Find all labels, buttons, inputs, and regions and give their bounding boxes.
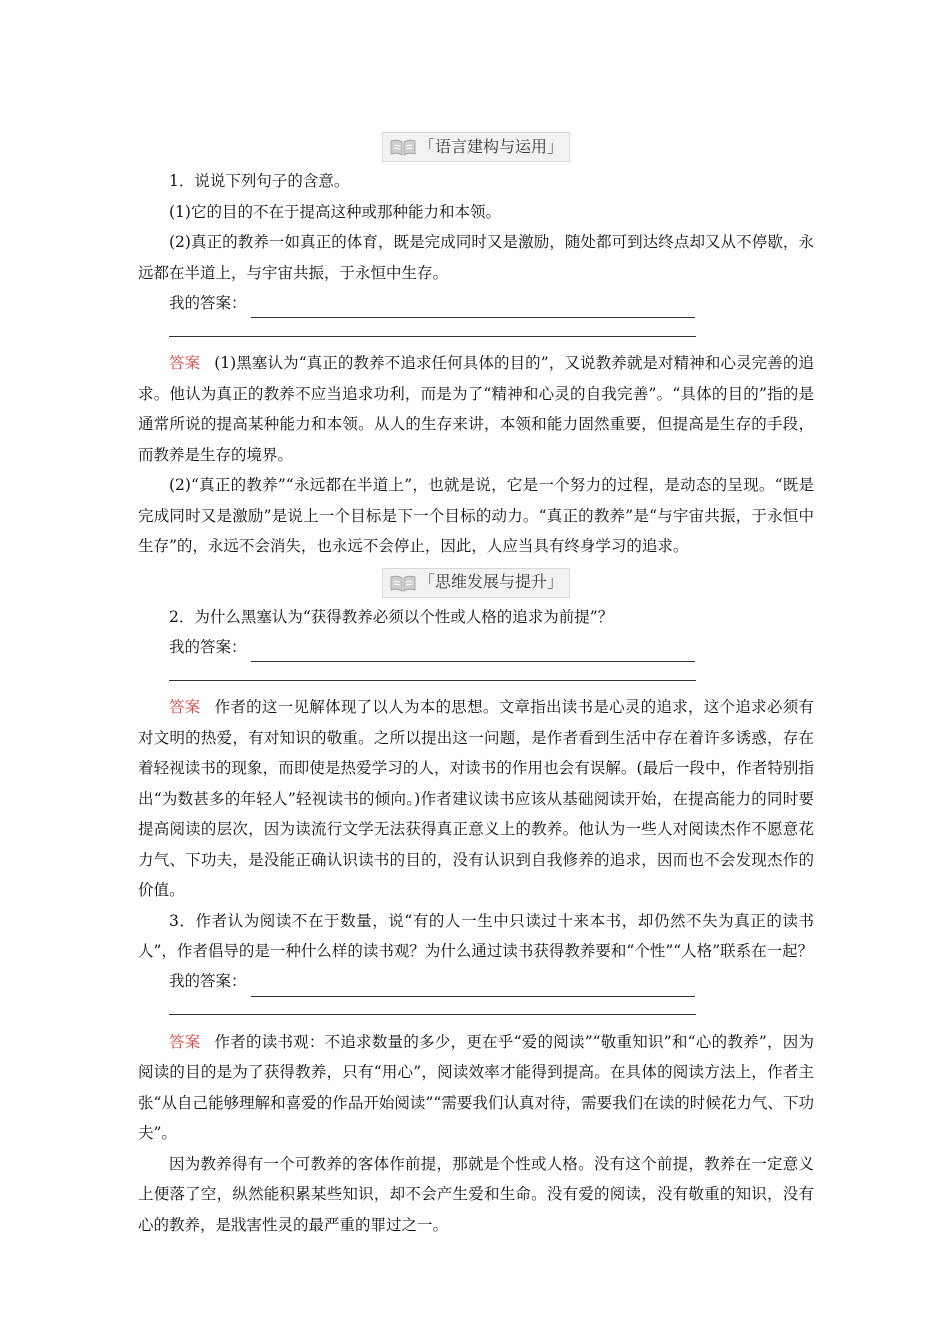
question-1-item-2: (2)真正的教养一如真正的体育，既是完成同时又是激励，随处都可到达终点却又从不停歇，永远都在半道上，与宇宙共振，于永恒中生存。 <box>138 233 814 282</box>
answer-line-2 <box>138 318 814 348</box>
section-title: 「思维发展与提升」 <box>418 572 563 592</box>
answer-blank[interactable] <box>251 978 695 997</box>
my-answer-label: 我的答案： <box>169 293 247 312</box>
open-book-icon <box>389 138 417 156</box>
answer-paragraph: (2)“真正的教养”“永远都在半道上”，也就是说，它是一个努力的过程，是动态的呈现。“既是完成同时又是激励”是说上一个目标是下一个目标的动力。“真正的教养”是“与宇宙共振，于永恒中生存”的，永远不会消失，也永远不会停止，因此，人应当具有终身学习的追求。 <box>138 476 814 555</box>
answer-paragraph: 因为教养得有一个可教养的客体作前提，那就是个性或人格。没有这个前提，教养在一定意义上便落了空，纵然能积累某些知识，却不会产生爱和生命。没有爱的阅读，没有敬重的知识，没有心的教养，是戕害性灵的最严重的罪过之一。 <box>138 1154 814 1234</box>
answer-line-2 <box>138 662 814 692</box>
answer-line-2 <box>138 997 814 1027</box>
section-header-1 <box>138 130 814 164</box>
question-3-stem: 3．作者认为阅读不在于数量，说“有的人一生中只读过十来本书，却仍然不失为真正的读书人”，作者倡导的是一种什么样的读书观？为什么通过读书获得教养要和“个性”“人格”联系在一起？ <box>138 911 814 960</box>
section-header-box <box>382 568 570 598</box>
answer-blank[interactable] <box>251 299 695 318</box>
section-header-box <box>382 132 570 162</box>
question-2-stem: 2．为什么黑塞认为“获得教养必须以个性或人格的追求为前提”？ <box>169 607 614 626</box>
answer-line <box>138 632 814 662</box>
answer-text: 作者的读书观：不追求数量的多少，更在乎“爱的阅读”“敬重知识”和“心的教养”，因为阅读的目的是为了获得教养，只有“用心”，阅读效率才能得到提高。在具体的阅读方法上，作者主张“从自己能够理解和喜爱的作品开始阅读”“需要我们认真对待，需要我们在读的时候花力气、下功夫”。 <box>138 1032 814 1142</box>
answer-blank[interactable] <box>169 680 696 681</box>
section-title: 「语言建构与运用」 <box>418 136 563 156</box>
my-answer-label: 我的答案： <box>169 637 247 656</box>
answer-line <box>138 288 814 318</box>
my-answer-label: 我的答案： <box>169 972 247 990</box>
question-1-item-1: (1)它的目的不在于提高这种或那种能力和本领。 <box>169 202 501 221</box>
answer-paragraph <box>138 1027 814 1149</box>
section-header-2 <box>138 566 814 600</box>
answer-text: (1)黑塞认为“真正的教养不追求任何具体的目的”，又说教养就是对精神和心灵完善的追求。他认为真正的教养不应当追求功利，而是为了“精神和心灵的自我完善”。“具体的目的”指的是通常所说的提高某种能力和本领。从人的生存来讲，本领和能力固然重要，但提高是生存的手段，而教养是生存的境界。 <box>138 354 814 464</box>
answer-blank[interactable] <box>251 643 695 662</box>
answer-blank[interactable] <box>169 336 696 337</box>
answer-paragraph <box>138 348 814 470</box>
answer-label: 答案 <box>169 1032 201 1051</box>
answer-paragraph <box>138 692 814 906</box>
answer-line <box>138 967 814 997</box>
answer-label: 答案 <box>169 354 201 372</box>
answer-text: 作者的这一见解体现了以人为本的思想。文章指出读书是心灵的追求，这个追求必须有对文明的热爱，有对知识的敬重。之所以提出这一问题，是作者看到生活中存在着许多诱惑，存在着轻视读书的现象，而即使是热爱学习的人，对读书的作用也会有误解。(最后一段中，作者特别指出“为数甚多的年轻人”轻视读书的倾向。)作者建议读书应该从基础阅读开始，在提高能力的同时要提高阅读的层次，因为读流行文学无法获得真正意义上的教养。他认为一些人对阅读杰作不愿意花力气、下功夫，是没能正确认识读书的目的，没有认识到自我修养的追求，因而也不会发现杰作的价值。 <box>138 698 814 899</box>
document-body <box>138 130 814 1240</box>
question-1-stem: 1．说说下列句子的含意。 <box>169 172 350 190</box>
answer-blank[interactable] <box>169 1014 696 1015</box>
answer-label: 答案 <box>169 698 201 716</box>
open-book-icon <box>389 574 417 592</box>
